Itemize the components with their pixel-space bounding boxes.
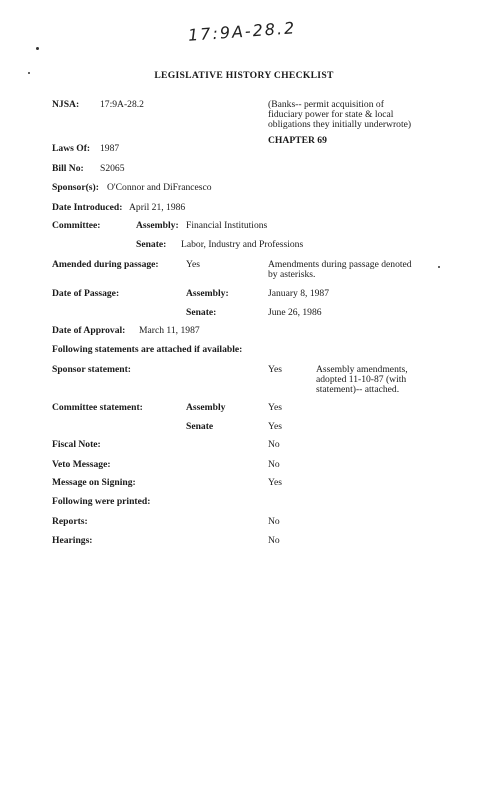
following-printed-heading: Following were printed: <box>52 496 151 507</box>
message-on-signing-label: Message on Signing: <box>52 477 136 488</box>
sponsor-statement-note-line-2: adopted 11-10-87 (with <box>316 374 407 385</box>
date-of-approval-value: March 11, 1987 <box>139 325 200 336</box>
fiscal-note-value: No <box>268 439 280 450</box>
veto-message-value: No <box>268 459 280 470</box>
chapter: CHAPTER 69 <box>268 135 327 146</box>
njsa-value: 17:9A-28.2 <box>100 99 144 110</box>
committee-statement-assembly-value: Yes <box>268 402 282 413</box>
passage-assembly-label: Assembly: <box>186 288 229 299</box>
reports-value: No <box>268 516 280 527</box>
sponsor-statement-value: Yes <box>268 364 282 375</box>
scan-speck <box>438 266 440 268</box>
passage-senate-label: Senate: <box>186 307 217 318</box>
description-line-1: (Banks-- permit acquisition of <box>268 99 384 110</box>
sponsors-label: Sponsor(s): <box>52 182 99 193</box>
description-line-2: fiduciary power for state & local <box>268 109 394 120</box>
amended-note-line-2: by asterisks. <box>268 269 316 280</box>
sponsor-statement-note-line-3: statement)-- attached. <box>316 384 400 395</box>
amended-label: Amended during passage: <box>52 259 159 270</box>
committee-statement-assembly-label: Assembly <box>186 402 226 413</box>
laws-of-value: 1987 <box>100 143 120 154</box>
passage-senate-value: June 26, 1986 <box>268 307 322 318</box>
date-of-passage-label: Date of Passage: <box>52 288 120 299</box>
reports-label: Reports: <box>52 516 88 527</box>
page-title: LEGISLATIVE HISTORY CHECKLIST <box>154 70 334 81</box>
handwritten-note: 17:9A-28.2 <box>187 18 297 45</box>
njsa-label: NJSA: <box>52 99 80 110</box>
committee-assembly-label: Assembly: <box>136 220 179 231</box>
description-line-3: obligations they initially underwrote) <box>268 119 412 130</box>
date-introduced-value: April 21, 1986 <box>129 202 186 213</box>
date-introduced-label: Date Introduced: <box>52 202 123 213</box>
sponsor-statement-note-line-1: Assembly amendments, <box>316 364 408 375</box>
bill-no-value: S2065 <box>100 163 125 174</box>
sponsor-statement-label: Sponsor statement: <box>52 364 131 375</box>
laws-of-label: Laws Of: <box>52 143 91 154</box>
passage-assembly-value: January 8, 1987 <box>268 288 330 299</box>
bill-no-label: Bill No: <box>52 163 84 174</box>
committee-statement-senate-label: Senate <box>186 421 214 432</box>
sponsors-value: O'Connor and DiFrancesco <box>107 182 212 193</box>
committee-senate-value: Labor, Industry and Professions <box>181 239 304 250</box>
committee-statement-label: Committee statement: <box>52 402 143 413</box>
committee-label: Committee: <box>52 220 101 231</box>
hearings-label: Hearings: <box>52 535 93 546</box>
committee-statement-senate-value: Yes <box>268 421 282 432</box>
amended-value: Yes <box>186 259 200 270</box>
scan-speck <box>36 47 39 50</box>
veto-message-label: Veto Message: <box>52 459 111 470</box>
following-attached-heading: Following statements are attached if available: <box>52 344 243 355</box>
committee-assembly-value: Financial Institutions <box>186 220 268 231</box>
date-of-approval-label: Date of Approval: <box>52 325 126 336</box>
amended-note-line-1: Amendments during passage denoted <box>268 259 412 270</box>
fiscal-note-label: Fiscal Note: <box>52 439 101 450</box>
hearings-value: No <box>268 535 280 546</box>
message-on-signing-value: Yes <box>268 477 282 488</box>
committee-senate-label: Senate: <box>136 239 167 250</box>
